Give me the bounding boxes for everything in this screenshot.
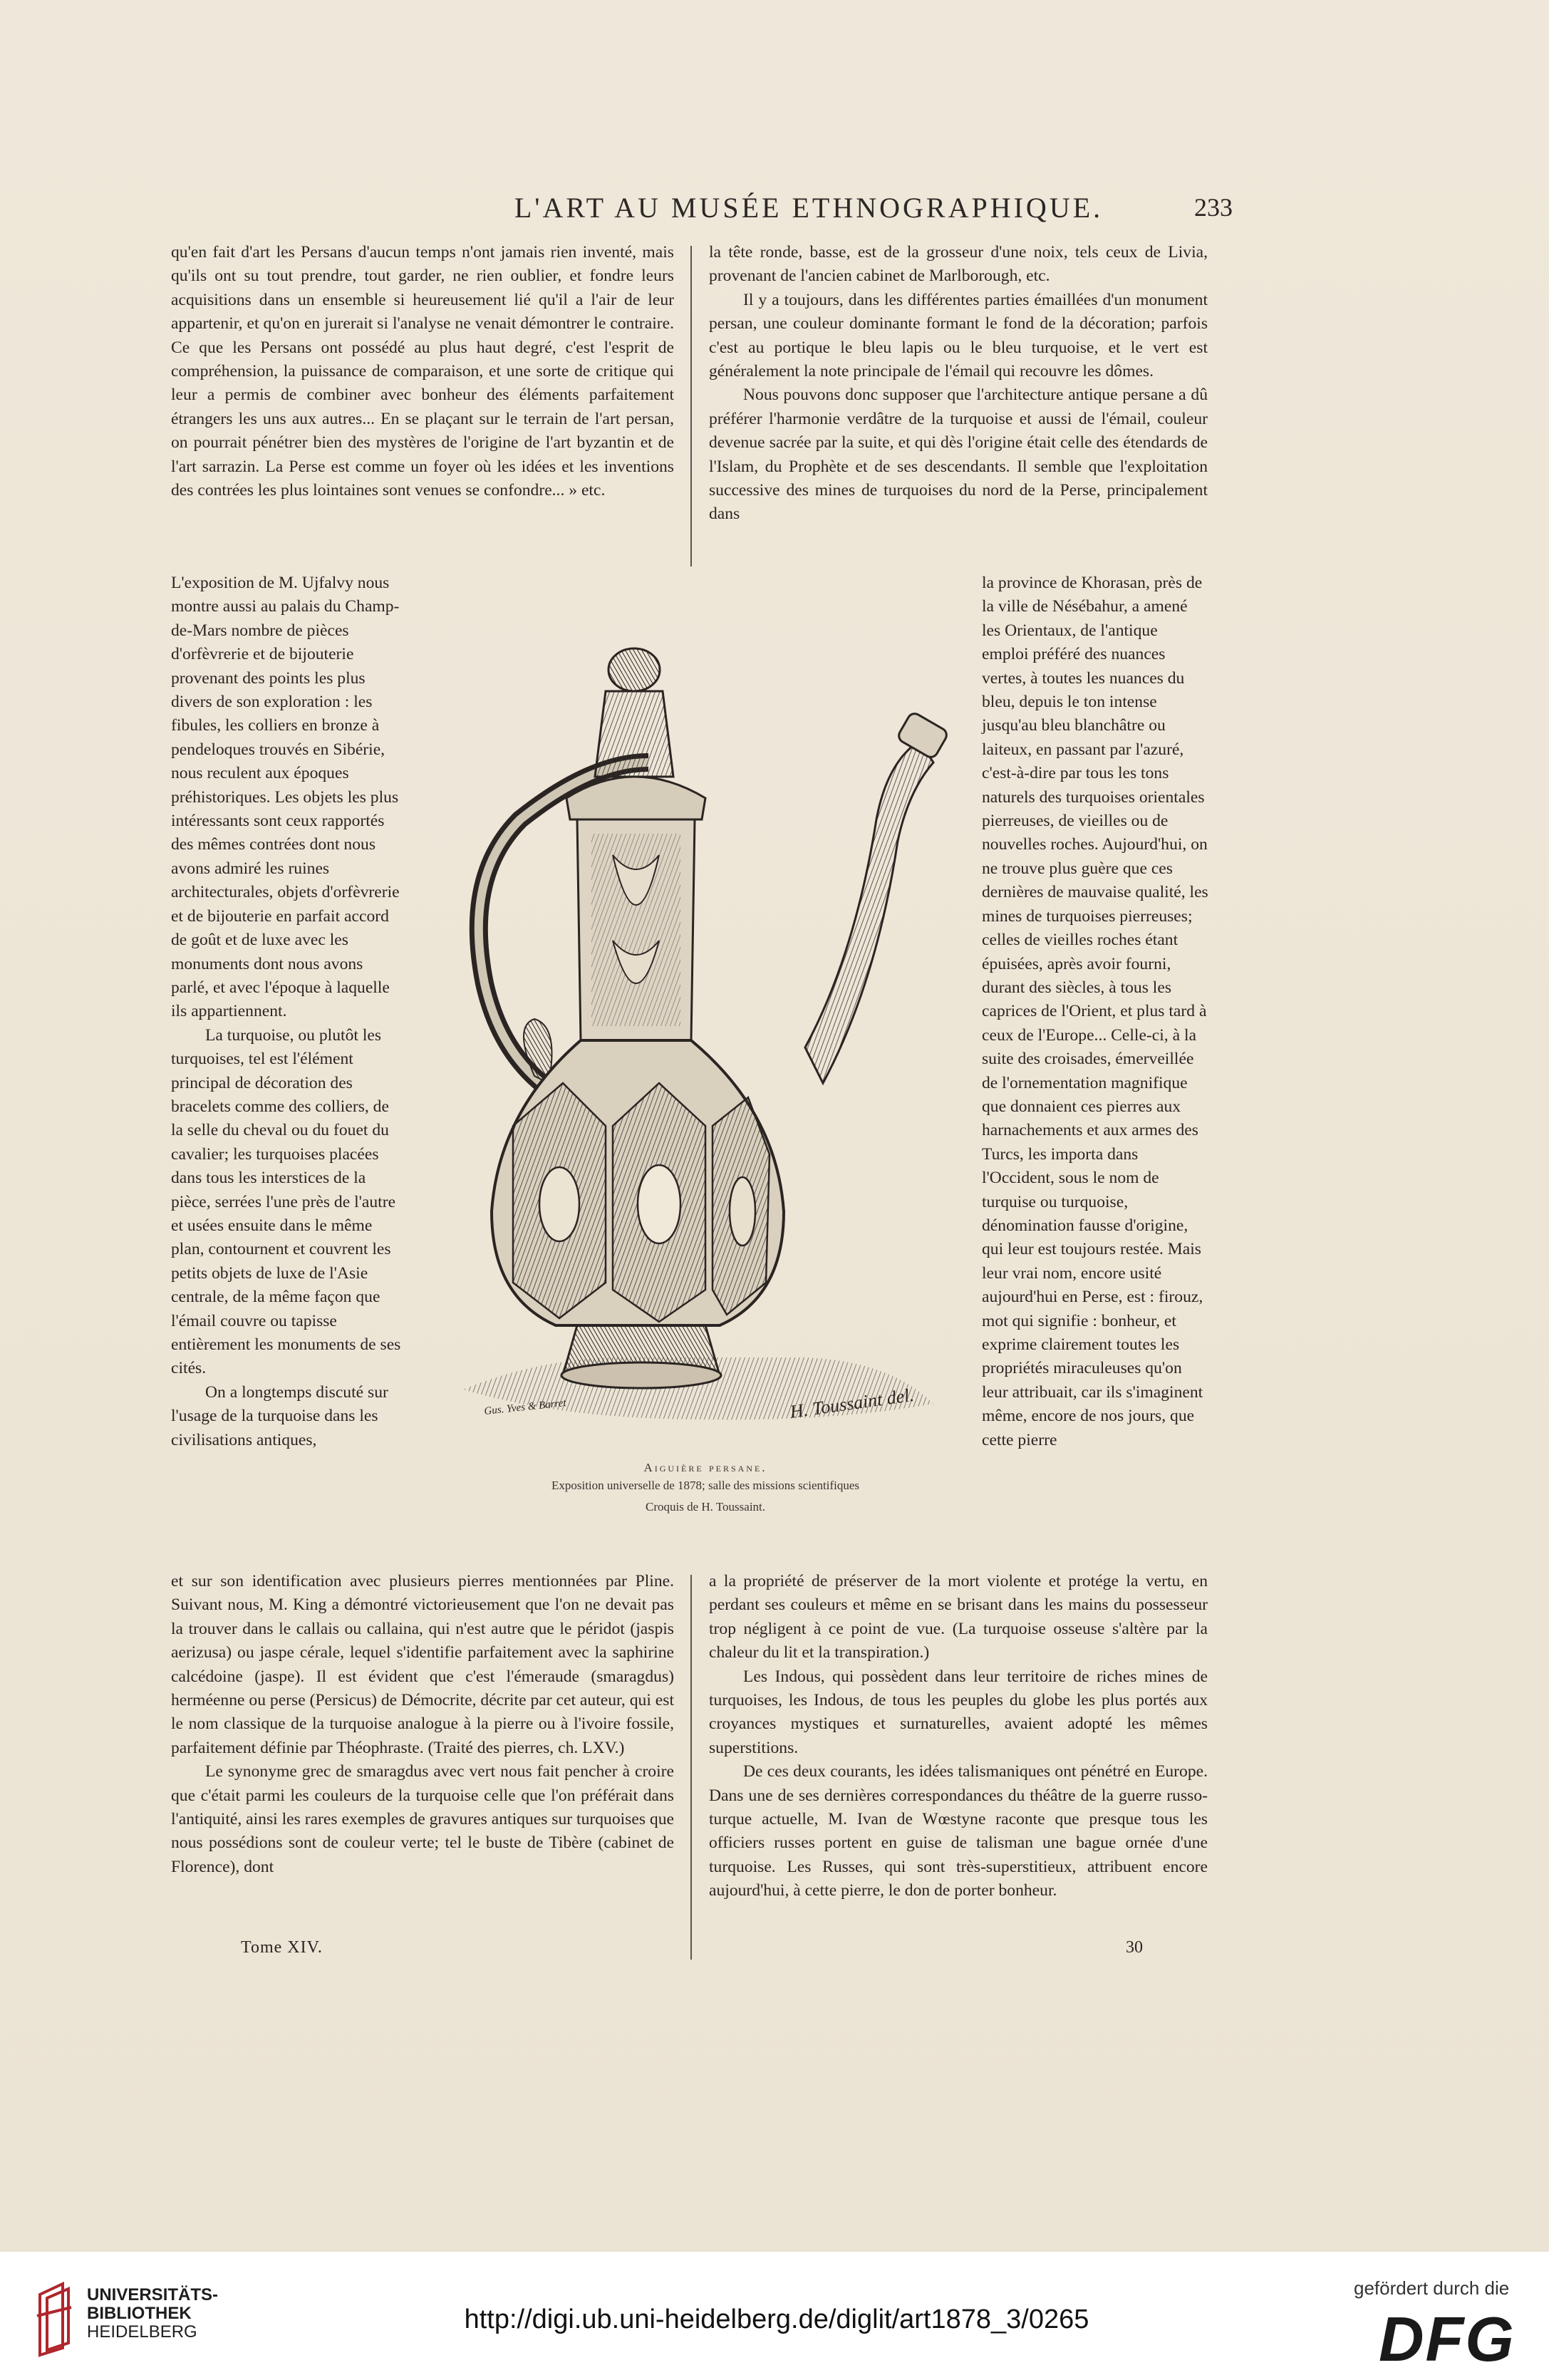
paragraph: Nous pouvons donc supposer que l'architecture antique persane a dû préférer l'harmonie verdâtre de la turquoise et aussi de l'émail, couleur devenue sacrée par la suite, et qui dès l'origine était celle des étendards de l'Islam, du Prophète et de ses descendants. Il semble que l'exploitation successive des mines de turquoises du nord de la Perse, principalement dans bbox=[709, 386, 1208, 524]
library-name: UNIVERSITÄTS- BIBLIOTHEK HEIDELBERG bbox=[87, 2285, 219, 2342]
page-number: 233 bbox=[1194, 193, 1233, 222]
paragraph: L'exposition de M. Ujfalvy nous montre aussi au palais du Champ-de-Mars nombre de pièces d'orfèvrerie et de bijouterie provenant des points les plus divers de son exploration : les fibules, les colliers en bronze à pendeloques trouvés en Sibérie, nous reculent aux époques préhistoriques. Les objets les plus intéressants sont ceux rapportés des mêmes contrées dont nous avons admiré les ruines architecturales, objets d'orfèvrerie et de bijouterie en parfait accord de goût et de luxe avec les monuments dont nous avons parlé, et avec l'époque à laquelle ils appartiennent. bbox=[171, 574, 400, 1021]
engraver-signature: Gus. Yves & Barret bbox=[483, 1397, 567, 1417]
left-column-top bbox=[171, 241, 674, 502]
left-column-narrow bbox=[171, 571, 402, 1452]
right-column-narrow bbox=[982, 571, 1208, 1452]
paragraph: Les Indous, qui possèdent dans leur territoire de riches mines de turquoises, les Indous, de tous les peuples du globe les plus portés aux croyances mystiques et surnaturelles, avaient adopté les mêmes superstitions. bbox=[709, 1667, 1208, 1757]
artist-signature: H. Toussaint del. bbox=[788, 1384, 916, 1422]
running-title: L'ART AU MUSÉE ETHNOGRAPHIQUE. bbox=[514, 192, 1104, 224]
ewer-engraving bbox=[435, 584, 976, 1454]
paragraph: Le synonyme grec de smaragdus avec vert nous fait pencher à croire que c'était parmi les couleurs de la turquoise celle que l'on préférait dans l'antiquité, ainsi les rares exemples de gravures antiques sur turquoises que nous possédions sont de couleur verte; tel le buste de Tibère (cabinet de Florence), dont bbox=[171, 1762, 674, 1876]
paragraph: On a longtemps discuté sur l'usage de la turquoise dans les civilisations antiques, bbox=[171, 1382, 388, 1449]
paragraph: la province de Khorasan, près de la ville de Nésébahur, a amené les Orientaux, de l'antique emploi préféré des nuances vertes, à toutes les nuances du bleu, depuis le ton intense jusqu'au bleu blanchâtre ou laiteux, en passant par l'azuré, c'est-à-dire par tous les tons naturels des turquoises orientales pierreuses, de vieilles ou de nouvelles roches. Aujourd'hui, on ne trouve plus guère que ces dernières de mauvaise qualité, les mines de turquoises pierreuses; celles de vieilles roches étant épuisées, après avoir fourni, durant des siècles, à tous les caprices de l'Orient, et plus tard à ceux de l'Europe... Celle-ci, à la suite des croisades, émerveillée de l'ornementation magnifique que donnaient ces pierres aux harnachements et aux armes des Turcs, les importa dans l'Occident, sous le nom de turquise ou turquoise, dénomination fausse d'origine, qui leur est toujours restée. Mais leur vrai nom, encore usité aujourd'hui en Perse, est : firouz, mot qui signifie : bonheur, et exprime clairement toutes les propriétés miraculeuses qu'on leur attribuait, car ils s'imaginent même, encore de nos jours, que cette pierre bbox=[982, 574, 1208, 1449]
paragraph: De ces deux courants, les idées talismaniques ont pénétré en Europe. Dans une de ses dernières correspondances du théâtre de la guerre russo-turque actuelle, M. Ivan de Wœstyne raconte que presque tous les officiers russes portent en guise de talisman une bague ornée d'une turquoise. Les Russes, qui sont très-superstitieux, attribuent encore aujourd'hui, à cette pierre, le don de porter bonheur. bbox=[709, 1762, 1208, 1900]
library-logo-icon bbox=[34, 2280, 77, 2359]
paragraph: La turquoise, ou plutôt les turquoises, tel est l'élément principal de décoration des bracelets comme des colliers, de la selle du cheval ou du fouet du cavalier; les turquoises placées dans tous les interstices de la pièce, serrées l'une près de l'autre et usées ensuite dans le même plan, contournent et couvrent les petits objets de luxe de l'Asie centrale, de la même façon que l'émail couvre ou tapisse entièrement les monuments de ses cités. bbox=[171, 1025, 401, 1378]
source-url[interactable]: http://digi.ub.uni-heidelberg.de/diglit/art1878_3/0265 bbox=[464, 2304, 1089, 2334]
caption-line: Croquis de H. Toussaint. bbox=[645, 1500, 766, 1514]
dfg-logo: DFG bbox=[1379, 2304, 1516, 2374]
funder-label: gefördert durch die bbox=[1354, 2277, 1510, 2299]
paragraph: la tête ronde, basse, est de la grosseur d'une noix, tels ceux de Livia, provenant de l'ancien cabinet de Marlborough, etc. bbox=[709, 243, 1208, 286]
caption-line: Exposition universelle de 1878; salle des missions scientifiques bbox=[551, 1479, 860, 1492]
right-column-bottom bbox=[709, 1570, 1208, 1903]
paragraph: Il y a toujours, dans les différentes parties émaillées d'un monument persan, une couleur dominante formant le fond de la décoration; parfois c'est au portique le bleu lapis ou le bleu turquoise, et le vert est généralement la note principale de l'émail qui recouvre les dômes. bbox=[709, 290, 1208, 381]
paragraph: a la propriété de préserver de la mort violente et protége la vertu, en perdant ses couleurs et même en se brisant dans les mains du possesseur trop négligent à ce point de vue. (La turquoise osseuse s'altère par la chaleur du lit et la transpiration.) bbox=[709, 1572, 1208, 1662]
column-rule-bottom bbox=[690, 1575, 692, 1960]
paragraph: qu'en fait d'art les Persans d'aucun temps n'ont jamais rien inventé, mais qu'ils ont su tout prendre, tout garder, ne rien oublier, et fondre leurs acquisitions dans un ensemble si heureusement lié qu'il a l'air de leur appartenir, et qu'on en jurerait si l'analyse ne venait démontrer le contraire. Ce que les Persans ont possédé au plus haut degré, c'est l'esprit de compréhension, la puissance de comparaison, et une sorte de critique qui leur a permis de combiner avec bonheur des éléments parfaitement étrangers les uns aux autres... En se plaçant sur le terrain de l'art persan, on pourrait pénétrer bien des mystères de l'origine de l'art byzantin et de l'art sarrazin. La Perse est comme un foyer où les idées et les inventions des contrées les plus lointaines sont venues se confondre... » etc. bbox=[171, 243, 674, 500]
left-column-bottom bbox=[171, 1570, 674, 1879]
signature-mark: 30 bbox=[1126, 1938, 1143, 1957]
figure-caption bbox=[428, 1461, 983, 1518]
column-rule-top bbox=[690, 246, 692, 566]
paragraph: et sur son identification avec plusieurs pierres mentionnées par Pline. Suivant nous, M. King a démontré victorieusement que l'on ne devait pas la trouver dans le callais ou callaina, qui n'est autre que le péridot (jaspis aerizusa) ou jaspe cérale, lequel s'identifie parfaitement avec la saphirine calcédoine (jaspe). Il est évident que c'est l'émeraude (smaragdus) herméenne ou perse (Persicus) de Démocrite, décrite par cet auteur, qui est le nom classique de la turquoise analogue à la pierre ou à l'ivoire fossile, parfaitement définie par Théophraste. (Traité des pierres, ch. LXV.) bbox=[171, 1572, 674, 1757]
caption-title: Aiguière persane. bbox=[643, 1461, 767, 1474]
tome-mark: Tome XIV. bbox=[241, 1938, 323, 1957]
right-column-top bbox=[709, 241, 1208, 527]
